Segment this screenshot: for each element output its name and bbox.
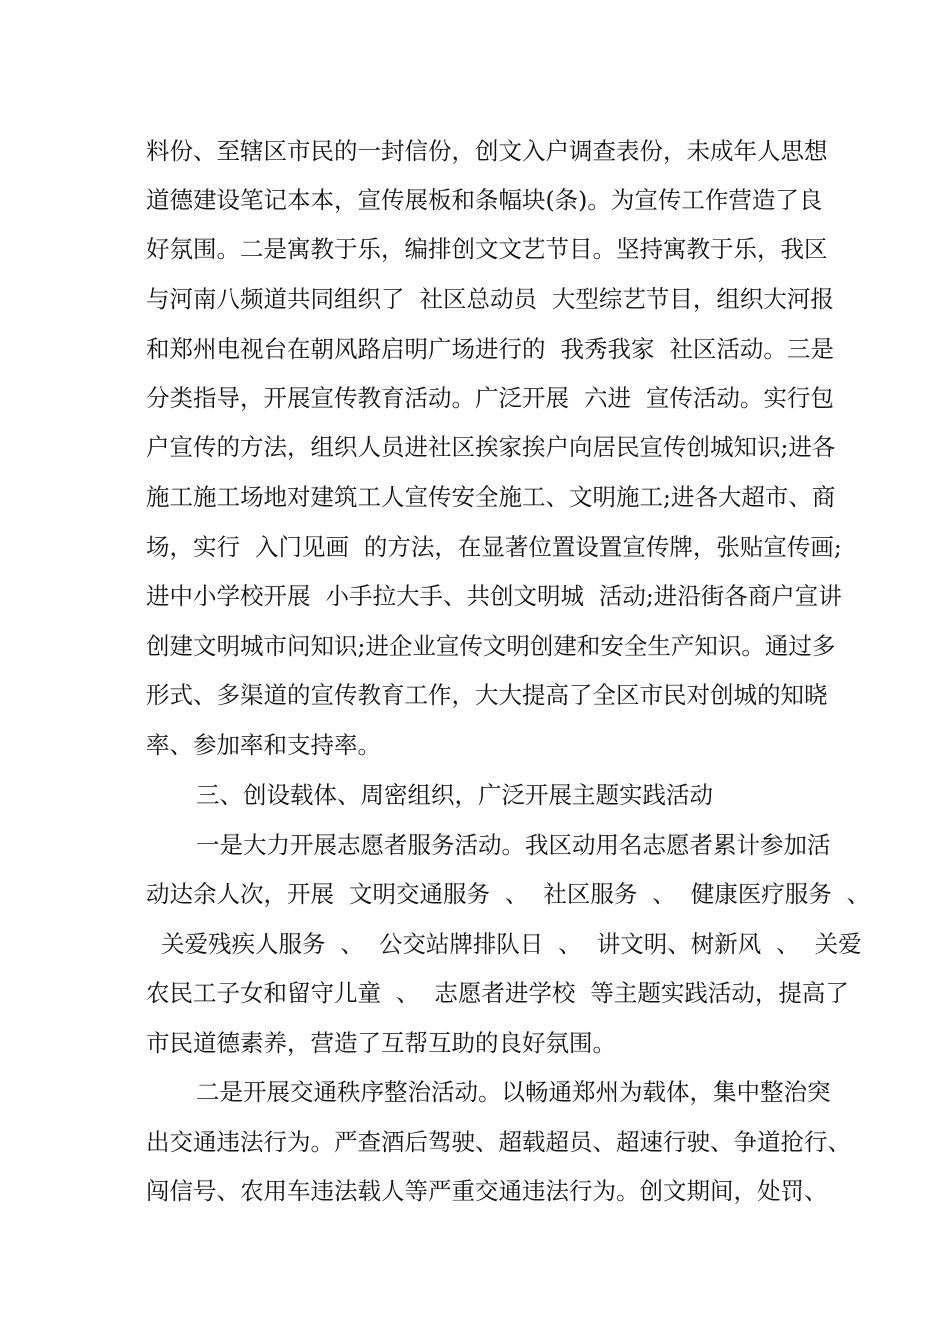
text-line: 施工施工场地对建筑工人宣传安全施工、文明施工;进各大超市、商 <box>146 483 836 511</box>
text-line: 场，实行 入门见画 的方法，在显著位置设置宣传牌，张贴宣传画; <box>146 533 842 561</box>
text-line: 好氛围。二是寓教于乐，编排创文文艺节目。坚持寓教于乐，我区 <box>146 235 828 263</box>
text-line: 与河南八频道共同组织了 社区总动员 大型综艺节目，组织大河报 <box>146 285 834 313</box>
text-line: 道德建设笔记本本，宣传展板和条幅块(条)。为宣传工作营造了良 <box>146 186 823 214</box>
paragraph-start-line: 一是大力开展志愿者服务活动。我区动用名志愿者累计参加活 <box>196 831 831 859</box>
paragraph-start-line: 二是开展交通秩序整治活动。以畅通郑州为载体，集中整治突 <box>196 1078 831 1106</box>
text-line: 形式、多渠道的宣传教育工作，大大提高了全区市民对创城的知晓 <box>146 681 828 709</box>
text-line: 动达余人次，开展 文明交通服务 、 社区服务 、 健康医疗服务 、 <box>146 880 871 908</box>
text-line: 进中小学校开展 小手拉大手、共创文明城 活动;进沿街各商户宣讲 <box>146 582 842 610</box>
text-line: 分类指导，开展宣传教育活动。广泛开展 六进 宣传活动。实行包 <box>146 384 834 412</box>
text-line: 市民道德素养，营造了互帮互助的良好氛围。 <box>146 1029 616 1057</box>
text-line: 关爱残疾人服务 、 公交站牌排队日 、 讲文明、树新风 、 关爱 <box>146 930 862 958</box>
text-line: 率、参加率和支持率。 <box>146 731 381 759</box>
text-line: 和郑州电视台在朝风路启明广场进行的 我秀我家 社区活动。三是 <box>146 335 834 363</box>
text-line: 创建文明城市问知识;进企业宣传文明创建和安全生产知识。通过多 <box>146 632 836 660</box>
text-line: 料份、至辖区市民的一封信份，创文入户调查表份，未成年人思想 <box>146 137 828 165</box>
text-line: 出交通违法行为。严查酒后驾驶、超载超员、超速行驶、争道抢行、 <box>146 1128 851 1156</box>
section-heading: 三、创设载体、周密组织，广泛开展主题实践活动 <box>196 781 713 809</box>
text-line: 农民工子女和留守儿童 、 志愿者进学校 等主题实践活动，提高了 <box>146 979 849 1007</box>
text-line: 闯信号、农用车违法载人等严重交通违法行为。创文期间，处罚、 <box>146 1177 828 1205</box>
text-line: 户宣传的方法，组织人员进社区挨家挨户向居民宣传创城知识;进各 <box>146 433 836 461</box>
